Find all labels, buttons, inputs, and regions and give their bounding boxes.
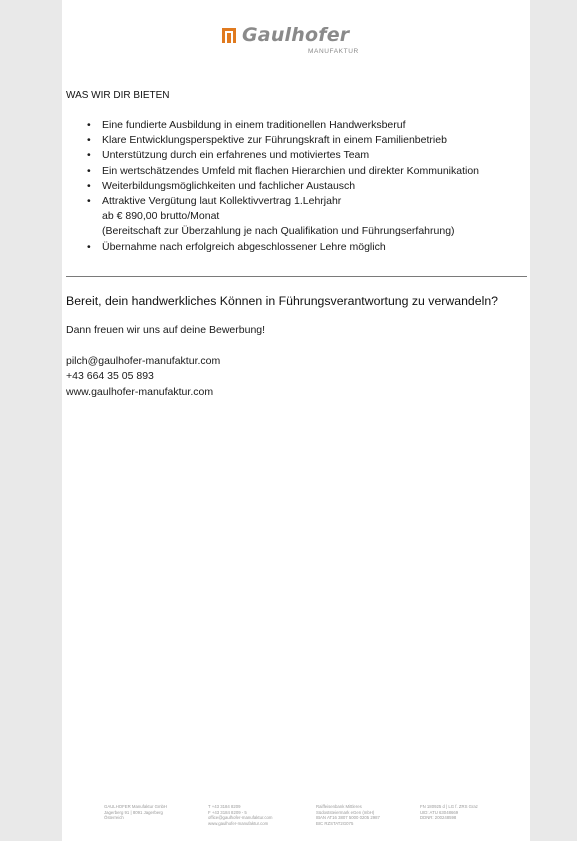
footer-line: Südoststeiermark eGen (mbH) bbox=[316, 809, 375, 815]
benefit-text: • Attraktive Vergütung laut Kollektivvertrag 1.Lehrjahr bbox=[102, 195, 342, 208]
footer-contact bbox=[208, 804, 272, 826]
footer-line: T +43 3184 8209 bbox=[208, 804, 241, 809]
logo-frame-icon bbox=[222, 28, 236, 43]
benefit-text: Eine fundierte Ausbildung in einem traditionellen Handwerksberuf bbox=[102, 119, 406, 131]
footer-line: IBAN AT16 3807 5000 0205 2987 bbox=[316, 815, 380, 821]
footer-company bbox=[104, 804, 167, 821]
footer-line: F +43 3184 8209 - 5 bbox=[208, 809, 247, 815]
call-to-action-heading: Bereit, dein handwerkliches Können in Führungsverantwortung zu verwandeln? bbox=[66, 294, 499, 308]
footer-line: Jagerberg 91 | 8091 Jagerberg bbox=[104, 809, 163, 815]
contact-email-link[interactable]: pilch@gaulhofer-manufaktur.com bbox=[66, 355, 221, 367]
salary-note: (Bereitschaft zur Überzahlung je nach Qualifikation und Führungserfahrung) bbox=[102, 225, 455, 238]
contact-block bbox=[66, 354, 220, 400]
list-item bbox=[66, 179, 526, 194]
benefit-text: Ein wertschätzendes Umfeld mit flachen Hierarchien und direkter Kommunikation bbox=[102, 164, 480, 177]
footer-line: Österreich bbox=[104, 815, 124, 821]
footer-line: UID: ATU 63048669 bbox=[420, 809, 459, 815]
benefit-text: Unterstützung durch ein erfahrenes und motiviertes Team bbox=[102, 149, 370, 162]
section-title: WAS WIR DIR BIETEN bbox=[66, 90, 170, 101]
list-item bbox=[66, 164, 526, 179]
invitation-text: Dann freuen wir uns auf deine Bewerbung! bbox=[66, 324, 266, 336]
footer-bank bbox=[316, 804, 380, 826]
list-item bbox=[66, 118, 526, 133]
footer-line: Raiffeisenbank Mittleres bbox=[316, 804, 362, 809]
footer-line: office@gaulhofer-manufaktur.com bbox=[208, 815, 273, 821]
salary-amount: ab € 890,00 brutto/Monat bbox=[102, 210, 220, 223]
logo-wordmark: Gaulhofer bbox=[242, 24, 350, 46]
benefits-list bbox=[66, 118, 526, 255]
footer-line: www.gaulhofer-manufaktur.com bbox=[208, 820, 269, 826]
footer-registry bbox=[420, 804, 478, 821]
benefit-text: Übernahme nach erfolgreich abgeschlossener Lehre möglich bbox=[102, 240, 386, 253]
footer-line: GAULHOFER Manufaktur GmbH bbox=[104, 804, 168, 809]
company-logo bbox=[222, 26, 382, 60]
contact-phone[interactable]: +43 664 35 05 893 bbox=[66, 370, 154, 383]
footer-line: FN 180925 d | LG f. ZRS Graz bbox=[420, 804, 478, 809]
benefit-text: Klare Entwicklungsperspektive zur Führungskraft in einem Familienbetrieb bbox=[102, 134, 447, 147]
list-item bbox=[66, 148, 526, 163]
logo-subtitle: MANUFAKTUR bbox=[308, 48, 359, 55]
footer-line: BIC RZSTAT2G075 bbox=[316, 820, 354, 826]
horizontal-divider bbox=[66, 276, 527, 277]
list-item bbox=[66, 240, 526, 255]
list-item bbox=[66, 133, 526, 148]
list-item bbox=[66, 194, 526, 240]
benefit-text: Weiterbildungsmöglichkeiten und fachlicher Austausch bbox=[102, 179, 356, 192]
footer-line: DDNR: 200248598 bbox=[420, 815, 457, 821]
contact-website-link[interactable]: www.gaulhofer-manufaktur.com bbox=[66, 385, 214, 398]
